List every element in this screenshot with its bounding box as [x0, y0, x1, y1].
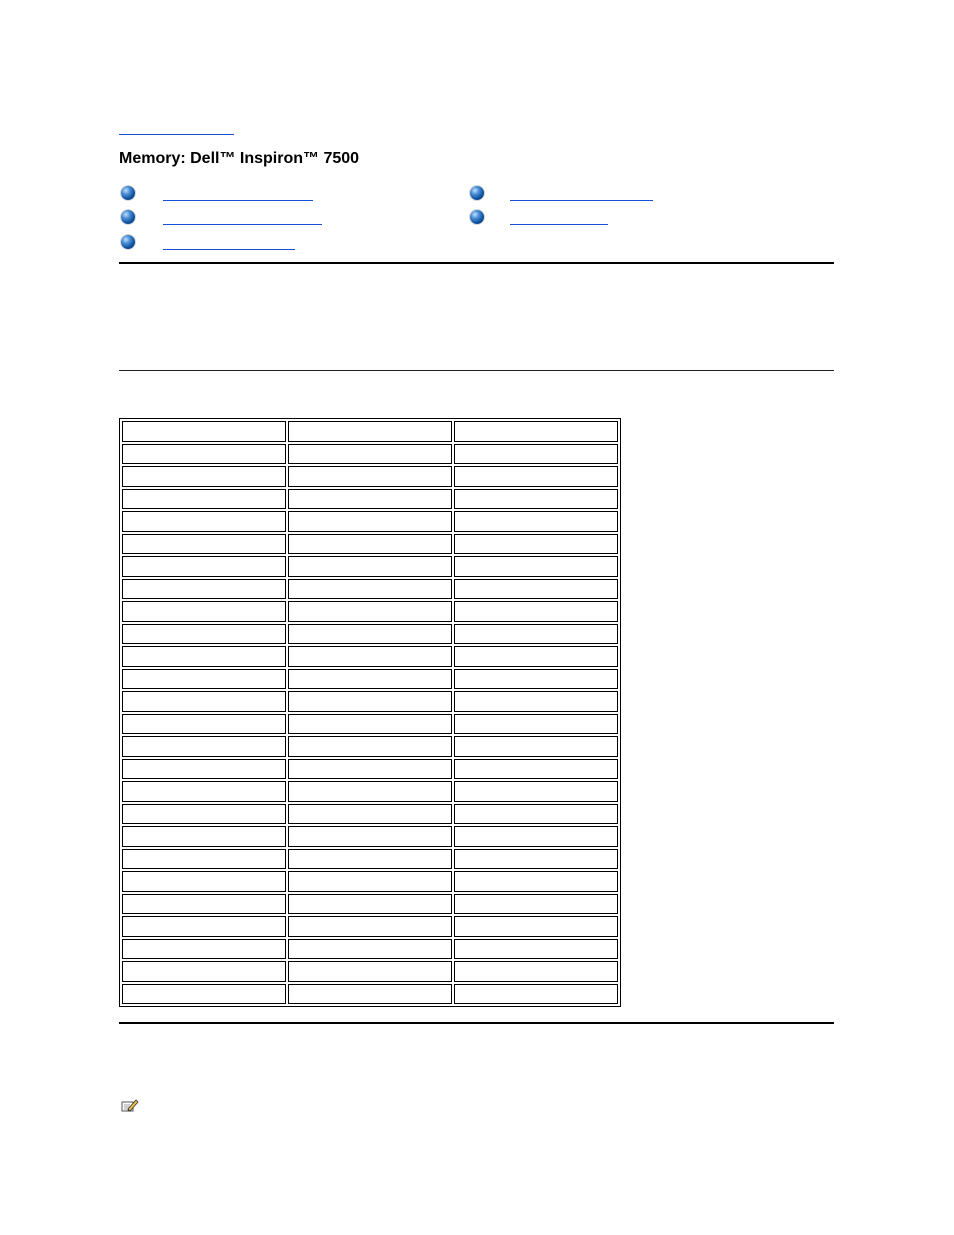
- table-cell: [288, 894, 452, 915]
- section-divider-1: [119, 262, 834, 264]
- table-cell: [122, 759, 286, 780]
- table-cell: [122, 624, 286, 645]
- table-cell: [122, 556, 286, 577]
- table-cell: [288, 916, 452, 937]
- table-cell: [454, 511, 618, 532]
- table-cell: [122, 849, 286, 870]
- table-row: [122, 714, 618, 735]
- toc-link-1[interactable]: [163, 190, 313, 201]
- table-row: [122, 466, 618, 487]
- table-cell: [122, 736, 286, 757]
- table-cell: [122, 984, 286, 1005]
- toc-item-2[interactable]: [121, 210, 322, 224]
- table-row: [122, 736, 618, 757]
- table-cell: [288, 421, 452, 442]
- table-cell: [454, 939, 618, 960]
- table-cell: [288, 579, 452, 600]
- table-row: [122, 421, 618, 442]
- table-cell: [122, 691, 286, 712]
- toc-item-4[interactable]: [470, 186, 654, 200]
- table-cell: [454, 556, 618, 577]
- table-cell: [122, 939, 286, 960]
- table-cell: [454, 984, 618, 1005]
- table-row: [122, 646, 618, 667]
- table-row: [122, 849, 618, 870]
- table-cell: [288, 601, 452, 622]
- bullet-icon: [121, 210, 135, 224]
- table-cell: [122, 421, 286, 442]
- table-cell: [288, 646, 452, 667]
- table-cell: [288, 444, 452, 465]
- table-cell: [454, 669, 618, 690]
- table-cell: [288, 489, 452, 510]
- table-cell: [454, 624, 618, 645]
- table-cell: [454, 601, 618, 622]
- table-cell: [454, 714, 618, 735]
- table-cell: [122, 646, 286, 667]
- table-cell: [122, 781, 286, 802]
- table-cell: [454, 736, 618, 757]
- bullet-icon: [470, 186, 484, 200]
- table-cell: [454, 871, 618, 892]
- table-row: [122, 984, 618, 1005]
- toc-link-5[interactable]: [510, 214, 608, 225]
- table-cell: [122, 714, 286, 735]
- table-row: [122, 871, 618, 892]
- memory-table-body: [122, 421, 618, 1004]
- table-row: [122, 556, 618, 577]
- table-cell: [288, 466, 452, 487]
- table-cell: [288, 939, 452, 960]
- table-cell: [454, 579, 618, 600]
- memory-table: [119, 418, 621, 1007]
- table-row: [122, 579, 618, 600]
- section-divider-3: [119, 1022, 834, 1024]
- table-cell: [122, 489, 286, 510]
- table-cell: [122, 534, 286, 555]
- table-cell: [288, 691, 452, 712]
- table-cell: [454, 781, 618, 802]
- table-row: [122, 691, 618, 712]
- table-cell: [454, 444, 618, 465]
- table-row: [122, 534, 618, 555]
- table-cell: [454, 466, 618, 487]
- table-row: [122, 894, 618, 915]
- table-cell: [288, 826, 452, 847]
- table-cell: [288, 961, 452, 982]
- table-cell: [454, 534, 618, 555]
- bullet-icon: [121, 186, 135, 200]
- toc-item-1[interactable]: [121, 186, 313, 200]
- bullet-icon: [470, 210, 484, 224]
- table-cell: [288, 759, 452, 780]
- table-row: [122, 601, 618, 622]
- table-cell: [122, 961, 286, 982]
- table-cell: [454, 961, 618, 982]
- table-cell: [288, 556, 452, 577]
- table-cell: [288, 849, 452, 870]
- table-row: [122, 624, 618, 645]
- table-cell: [454, 894, 618, 915]
- table-cell: [122, 826, 286, 847]
- toc-item-3[interactable]: [121, 235, 295, 249]
- table-cell: [288, 511, 452, 532]
- section-divider-2: [119, 370, 834, 371]
- table-row: [122, 939, 618, 960]
- table-cell: [288, 714, 452, 735]
- table-cell: [288, 871, 452, 892]
- table-cell: [122, 871, 286, 892]
- table-cell: [122, 511, 286, 532]
- table-cell: [122, 916, 286, 937]
- table-cell: [122, 804, 286, 825]
- table-row: [122, 804, 618, 825]
- table-row: [122, 759, 618, 780]
- table-row: [122, 961, 618, 982]
- table-cell: [122, 444, 286, 465]
- table-row: [122, 916, 618, 937]
- table-cell: [288, 624, 452, 645]
- table-cell: [122, 601, 286, 622]
- toc-link-2[interactable]: [163, 214, 322, 225]
- table-cell: [122, 466, 286, 487]
- note-pencil-icon: [121, 1098, 139, 1114]
- table-cell: [454, 849, 618, 870]
- table-row: [122, 489, 618, 510]
- table-cell: [288, 736, 452, 757]
- table-cell: [122, 894, 286, 915]
- table-cell: [454, 759, 618, 780]
- table-cell: [288, 781, 452, 802]
- table-row: [122, 781, 618, 802]
- table-cell: [288, 534, 452, 555]
- table-cell: [288, 804, 452, 825]
- table-cell: [288, 984, 452, 1005]
- toc-link-3[interactable]: [163, 239, 295, 250]
- back-to-contents-link[interactable]: [119, 120, 234, 135]
- toc-item-5[interactable]: [470, 210, 609, 224]
- table-cell: [288, 669, 452, 690]
- table-cell: [454, 489, 618, 510]
- bullet-icon: [121, 235, 135, 249]
- table-row: [122, 669, 618, 690]
- table-cell: [122, 669, 286, 690]
- table-cell: [454, 916, 618, 937]
- table-cell: [454, 691, 618, 712]
- table-cell: [454, 826, 618, 847]
- table-row: [122, 511, 618, 532]
- table-row: [122, 444, 618, 465]
- toc-link-4[interactable]: [510, 190, 653, 201]
- table-cell: [454, 421, 618, 442]
- page-title: Memory: Dell™ Inspiron™ 7500: [119, 150, 360, 167]
- table-cell: [454, 646, 618, 667]
- table-row: [122, 826, 618, 847]
- table-cell: [122, 579, 286, 600]
- table-cell: [454, 804, 618, 825]
